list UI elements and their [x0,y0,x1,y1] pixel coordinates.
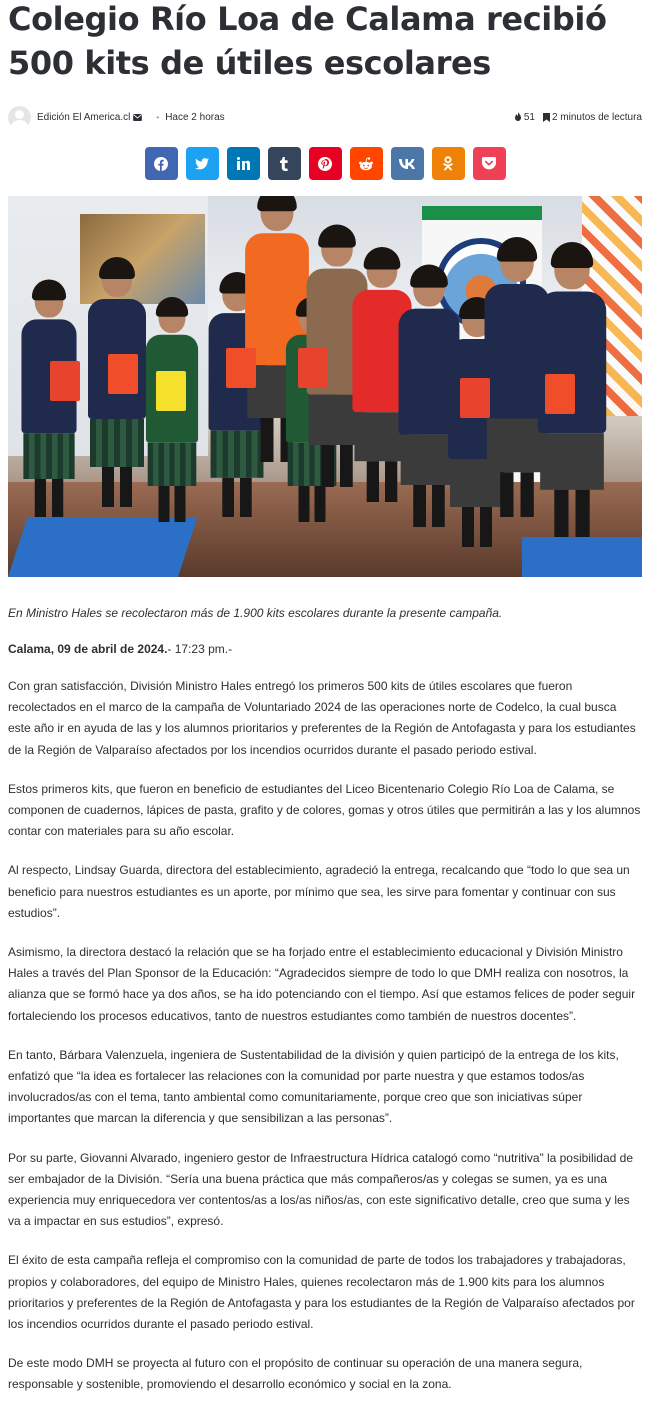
paragraph: El éxito de esta campaña refleja el compromiso con la comunidad de parte de todos los trabajadores y trabajadoras, propios y colaboradores, del equipo de Ministro Hales, quienes recolectaron más de 1.900 kits para los alumnos prioritarios y preferentes de la Región de Antofagasta y para los estudiantes de la Región de Valparaíso afectados por los incendios ocurridos durante el pasado periodo estival. [8,1253,635,1332]
share-facebook-button[interactable] [145,147,178,180]
paragraph: Con gran satisfacción, División Ministro Hales entregó los primeros 500 kits de útiles escolares que fueron recolectados en el marco de la campaña de Voluntariado 2024 de las operaciones norte de Codelco, la cual busca este año ir en ayuda de las y los alumnos prioritarios y preferentes de la Región de Antofagasta y para los estudiantes de la Región de Valparaíso afectados por los incendios ocurridos durante el pasado periodo estival. [8,679,636,757]
mail-icon[interactable] [133,114,142,121]
share-buttons [8,147,642,180]
dateline-time: - 17:23 pm.- [167,642,233,656]
article-body [8,676,642,1396]
paragraph: De este modo DMH se proyecta al futuro con el propósito de continuar su operación de una manera segura, responsable y sostenible, promoviendo el desarrollo económico y social en la zona. [8,1356,583,1392]
share-twitter-button[interactable] [186,147,219,180]
paragraph: Estos primeros kits, que fueron en beneficio de estudiantes del Liceo Bicentenario Colegio Río Loa de Calama, se componen de cuadernos, lápices de pasta, grafito y de colores, gomas y otros útiles que permitirán a las y los alumnos contar con materiales para su año escolar. [8,781,641,839]
paragraph: Al respecto, Lindsay Guarda, directora del establecimiento, agradeció la entrega, recalcando que “todo lo que sea un beneficio para nuestros estudiantes es un aporte, por mínimo que sea, les sirve para fomentar y continuar con sus estudios”. [8,863,630,920]
author-link[interactable]: Edición El America.cl [37,111,131,123]
article-photo [8,196,642,577]
paragraph: En tanto, Bárbara Valenzuela, ingeniera de Sustentabilidad de la división y quien participó de la entrega de los kits, enfatizó que “la idea es fortalecer las relaciones con la comunidad por parte nuestra y que estamos todos/as involucrados/as con el tema, tanto ambiental como comunitariamente, porque creo que son iniciativas súper importantes que marcan la diferencia y que sensibilizan a las personas”. [8,1047,619,1126]
pocket-icon [482,157,496,170]
paragraph: Asimismo, la directora destacó la relación que se ha forjado entre el establecimiento educacional y División Ministro Hales a través del Plan Sponsor de la Educación: “Agradecidos siempre de todo lo que DMH realiza con nosotros, la alianza que se formó hace ya dos años, se ha ido potenciando con el tiempo. Así que estamos felices de poder seguir fortaleciendo los procesos educativos, tanto de nuestros estudiantes como también de nuestros docentes”. [8,945,636,1023]
odnoklassniki-icon [443,156,453,171]
linkedin-icon [237,157,250,170]
share-pinterest-button[interactable] [309,147,342,180]
dateline [8,640,642,658]
share-odnoklassniki-button[interactable] [432,147,465,180]
pinterest-icon [318,157,332,171]
twitter-icon [195,158,209,170]
read-time: 2 minutos de lectura [543,112,642,123]
separator-dot: • [156,112,160,122]
dateline-place-date: Calama, 09 de abril de 2024. [8,642,168,656]
share-vk-button[interactable] [391,147,424,180]
author-avatar[interactable] [8,106,31,129]
bookmark-icon [543,113,550,122]
fire-icon [514,112,522,122]
tumblr-icon [279,157,289,171]
share-pocket-button[interactable] [473,147,506,180]
share-linkedin-button[interactable] [227,147,260,180]
article-title: Colegio Río Loa de Calama recibió 500 kits de útiles escolares [8,0,607,82]
vk-icon [399,159,415,169]
article-meta [8,102,642,132]
reddit-icon [358,157,374,171]
paragraph: Por su parte, Giovanni Alvarado, ingeniero gestor de Infraestructura Hídrica catalogó como “nutritiva” la posibilidad de ser embajador de la División. “Sería una buena práctica que más compañeros/as y colegas se sumen, ya es una experiencia muy enriquecedora ver contentos/as a los/as niños/as, con este significativo detalle, creo que suma y les va a impactar en sus estudios”, expresó. [8,1150,634,1229]
post-time: Hace 2 horas [165,111,225,123]
views-count: 51 [514,112,535,123]
photo-caption: En Ministro Hales se recolectaron más de 1.900 kits escolares durante la presente campaña. [8,606,503,620]
share-reddit-button[interactable] [350,147,383,180]
facebook-icon [154,157,168,171]
share-tumblr-button[interactable] [268,147,301,180]
meta-stats [514,112,642,123]
